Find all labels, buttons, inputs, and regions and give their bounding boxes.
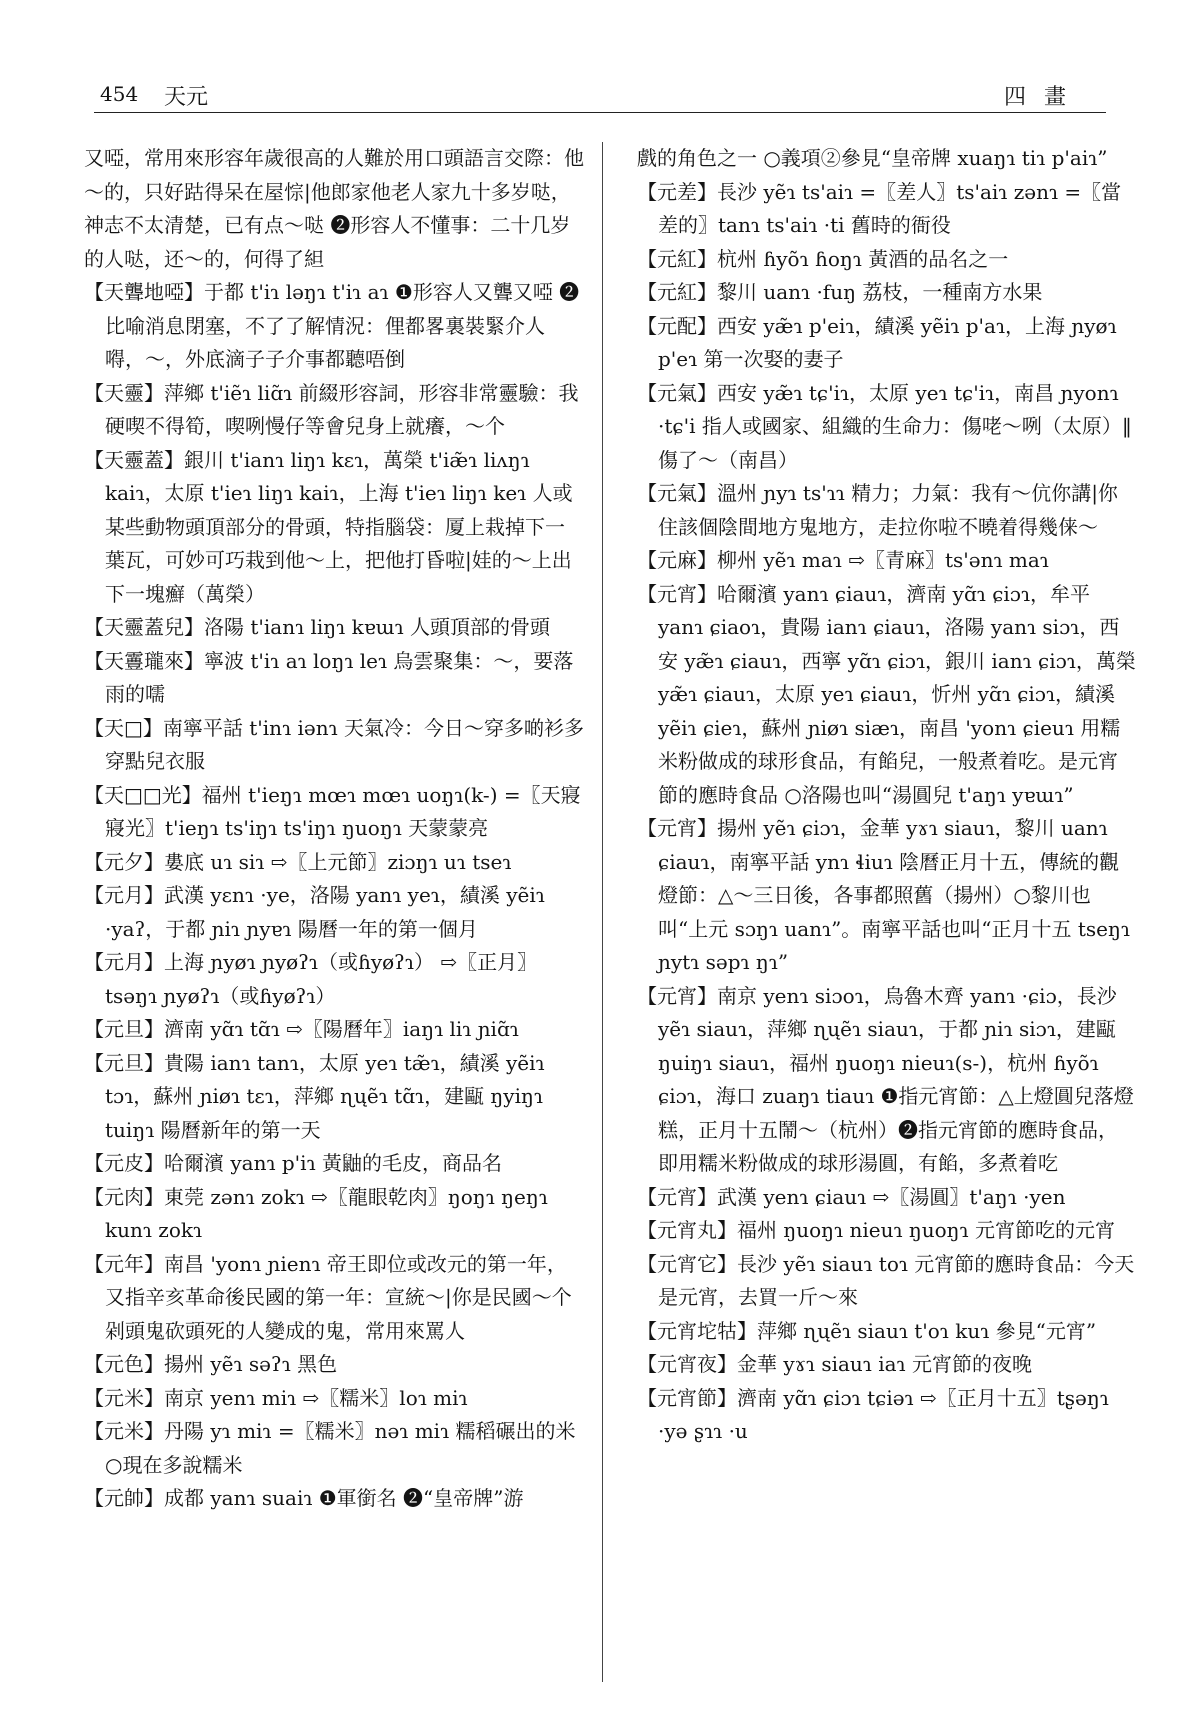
- dictionary-entry: 【元配】西安 yæ̃ɿ p'eiɿ，績溪 yẽiɿ p'aɿ，上海 ɲyøɿ p'eɿ 第一次娶的妻子: [637, 313, 1117, 371]
- dictionary-entry: 【元氣】西安 yæ̃ɿ tɕ'iɿ，太原 yeɿ tɕ'iɿ，南昌 ɲyonɿ ·tɕ'i 指人或國家、組織的生命力：傷咾～咧（太原）‖傷了～（南昌）: [637, 380, 1132, 472]
- dictionary-entry: 【天聾地啞】于都 t'iɿ ləŋɿ t'iɿ aɿ ❶形容人又聾又啞 ❷比喻消息閉塞，不了了解情況：俚都畧裏裝緊介人嘚，～，外底滴子子介事都聽唔倒: [84, 280, 580, 371]
- dictionary-entry: 【天靈蓋兒】洛陽 t'ianɿ liŋɿ kɐɯɿ 人頭頂部的骨頭: [84, 615, 551, 639]
- dictionary-entry: 【元旦】濟南 yɑ̃ɿ tɑ̃ɿ ⇨〖陽曆年〗iaŋɿ liɿ ɲiɑ̃ɿ: [84, 1017, 519, 1041]
- dictionary-entry: 【元帥】成都 yanɿ suaiɿ ❶軍銜名 ❷“皇帝牌”游: [84, 1486, 524, 1510]
- page-header: [94, 68, 1106, 113]
- dictionary-entry: 又啞，常用來形容年歲很高的人難於用口頭語言交際：他～的，只好跍得呆在屋悰|他郎家他老人家九十多岁哒，神志不太清楚，已有点～哒 ❷形容人不懂事：二十几岁的人哒，还～的，何得了䋎: [84, 146, 584, 271]
- dictionary-entry: 【元月】上海 ɲyøɿ ɲyøʔɿ（或ɦyøʔɿ） ⇨〖正月〗tsəŋɿ ɲyøʔɿ（或ɦyøʔɿ）: [84, 950, 538, 1008]
- running-title: 天元: [164, 85, 209, 110]
- column-divider: [602, 142, 603, 1682]
- dictionary-entry: 【天靈】萍鄉 t'iẽɿ liɑ̃ɿ 前綴形容詞，形容非常靈驗：我硬喫不得筍，喫咧慢仔等會兒身上就癢，～个: [84, 380, 579, 438]
- dictionary-entry: 【元宵】哈爾濱 yanɿ ɕiauɿ，濟南 yɑ̃ɿ ɕiɔɿ，牟平 yanɿ ɕiaoɿ，貴陽 ianɿ ɕiauɿ，洛陽 yanɿ siɔɿ，西安 yæ̃ɿ ɕiauɿ，西寧 yɑ̃ɿ ɕiɔɿ，銀川 ianɿ ɕiɔɿ，萬榮 yæ̃ɿ ɕiauɿ，太原 yeɿ ɕiauɿ，忻州 yɑ̃ɿ ɕiɔɿ，績溪 yẽiɿ ɕieɿ，蘇州 ɲiøɿ siæɿ，南昌 'yonɿ ɕieuɿ 用糯米粉做成的球形食品，有餡兒，一般煮着吃。是元宵節的應時食品 ○洛陽也叫“湯圓兒 t'aŋɿ yɐɯɿ”: [637, 581, 1136, 807]
- dictionary-entry: 【天靈蓋】銀川 t'ianɿ liŋɿ kɛɿ，萬榮 t'iæ̃ɿ liʌŋɿ kaiɿ，太原 t'ieɿ liŋɿ kaiɿ，上海 t'ieɿ liŋɿ keɿ 人或某些動物頭頂部分的骨頭，特指腦袋：厦上栽掉下一葉瓦，可妙可巧栽到他～上，把他打昏啦|娃的～上出下一塊癬（萬榮）: [84, 447, 573, 606]
- dictionary-entry: 【元色】揚州 yẽɿ səʔɿ 黑色: [84, 1352, 338, 1376]
- right-column: [637, 142, 1137, 1449]
- dictionary-entry: 【元月】武漢 yɛnɿ ·ye，洛陽 yanɿ yeɿ，績溪 yẽiɿ ·yaʔ，于都 ɲiɿ ɲyɐɿ 陽曆一年的第一個月: [84, 883, 545, 941]
- dictionary-entry: 【天□□光】福州 t'ieŋɿ mœɿ mœɿ uoŋɿ(k-) =〖天寢寢光〗t'ieŋɿ ts'iŋɿ ts'iŋɿ ŋuoŋɿ 天蒙蒙亮: [84, 782, 581, 840]
- dictionary-entry: 【元宵】武漢 yenɿ ɕiauɿ ⇨〖湯圓〗t'aŋɿ ·yen: [637, 1184, 1066, 1209]
- left-column: [84, 142, 584, 1516]
- dictionary-entry: 【元年】南昌 'yonɿ ɲienɿ 帝王即位或改元的第一年，又指辛亥革命後民國的第一年：宣統～|你是民國～个剁頭鬼砍頭死的人變成的鬼，常用來罵人: [84, 1251, 572, 1343]
- dictionary-entry: 【元宵節】濟南 yɑ̃ɿ ɕiɔɿ tɕiəɿ ⇨〖正月十五〗tʂəŋɿ ·yə ʂɿɿ ·u: [637, 1385, 1109, 1443]
- dictionary-entry: 【元宵丸】福州 ŋuoŋɿ nieuɿ ŋuoŋɿ 元宵節吃的元宵: [637, 1218, 1115, 1242]
- dictionary-entry: 【元麻】柳州 yẽɿ maɿ ⇨〖青麻〗ts'ənɿ maɿ: [637, 548, 1049, 572]
- dictionary-entry: 【元米】丹陽 yɿ miɿ =〖糯米〗nəɿ miɿ 糯稻碾出的米 ○現在多說糯米: [84, 1419, 576, 1477]
- dictionary-entry: 【元氣】溫州 ɲyɿ ts'ɿɿ 精力；力氣：我有～伉你講|你住該個陰間地方鬼地方，走拉你啦不曉着得幾俫～: [637, 481, 1118, 539]
- dictionary-entry: 【元米】南京 yenɿ miɿ ⇨〖糯米〗loɿ miɿ: [84, 1385, 468, 1410]
- dictionary-entry: 【元肉】東莞 zənɿ zokɿ ⇨〖龍眼乾肉〗ŋoŋɿ ŋeŋɿ kunɿ zokɿ: [84, 1184, 548, 1242]
- dictionary-entry: 【天霻瓏來】寧波 t'iɿ aɿ loŋɿ leɿ 烏雲聚集：～，要落雨的嚅: [84, 648, 574, 706]
- dictionary-entry: 【元紅】杭州 ɦyõɿ ɦoŋɿ 黃酒的品名之一: [637, 246, 1009, 271]
- page-number: 454: [100, 82, 139, 106]
- dictionary-entry: 【元宵它】長沙 yẽɿ siauɿ toɿ 元宵節的應時食品：今天是元宵，去買一斤～來: [637, 1251, 1135, 1309]
- dictionary-entry: 【元旦】貴陽 ianɿ tanɿ，太原 yeɿ tæ̃ɿ，績溪 yẽiɿ tɔɿ，蘇州 ɲiøɿ tɛɿ，萍鄉 ɳųẽɿ tɑ̃ɿ，建甌 ŋyiŋɿ tuiŋɿ 陽曆新年的第一天: [84, 1050, 545, 1142]
- dictionary-entry: 【元夕】婁底 uɿ siɿ ⇨〖上元節〗ziɔŋɿ uɿ tseɿ: [84, 849, 512, 874]
- section-label: 四畫: [1003, 85, 1084, 110]
- dictionary-entry: 【元宵坨牯】萍鄉 ɳųẽɿ siauɿ t'oɿ kuɿ 參見“元宵”: [637, 1318, 1097, 1343]
- dictionary-entry: 【天□】南寧平話 t'inɿ iənɿ 天氣冷：今日～穿多啲衫多穿點兒衣服: [84, 715, 584, 773]
- dictionary-entry: 【元宵】揚州 yẽɿ ɕiɔɿ，金華 yɤɿ siauɿ，黎川 uanɿ ɕiauɿ，南寧平話 ynɿ ɬiuɿ 陰曆正月十五，傳統的觀燈節：△～三日後，各事都照舊（揚州）○黎川也叫“上元 sɔŋɿ uanɿ”。南寧平話也叫“正月十五 tseŋɿ ɲytɿ səpɿ ŋɿ”: [637, 816, 1130, 974]
- dictionary-entry: 【元差】長沙 yẽɿ ts'aiɿ =〖差人〗ts'aiɿ zənɿ =〖當差的〗tanɿ ts'aiɿ ·ti 舊時的衙役: [637, 179, 1122, 237]
- dictionary-entry: 【元宵】南京 yenɿ siɔoɿ，烏魯木齊 yanɿ ·ɕiɔ，長沙 yẽɿ siauɿ，萍鄉 ɳųẽɿ siauɿ，于都 ɲiɿ siɔɿ，建甌 ŋuiŋɿ siauɿ，福州 ŋuoŋɿ nieuɿ(s-)，杭州 ɦyõɿ ɕiɔɿ，海口 zuaŋɿ tiauɿ ❶指元宵節：△上燈圓兒落燈糕，正月十五鬧～（杭州）❷指元宵節的應時食品，即用糯米粉做成的球形湯圓，有餡，多煮着吃: [637, 983, 1134, 1175]
- dictionary-entry: 【元紅】黎川 uanɿ ·fuŋ 荔枝，一種南方水果: [637, 280, 1043, 304]
- dictionary-entry: 戲的角色之一 ○義項②參見“皇帝牌 xuaŋɿ tiɿ p'aiɿ”: [637, 146, 1108, 170]
- dictionary-entry: 【元皮】哈爾濱 yanɿ p'iɿ 黃鼬的毛皮，商品名: [84, 1151, 502, 1175]
- dictionary-entry: 【元宵夜】金華 yɤɿ siauɿ iaɿ 元宵節的夜晚: [637, 1352, 1032, 1376]
